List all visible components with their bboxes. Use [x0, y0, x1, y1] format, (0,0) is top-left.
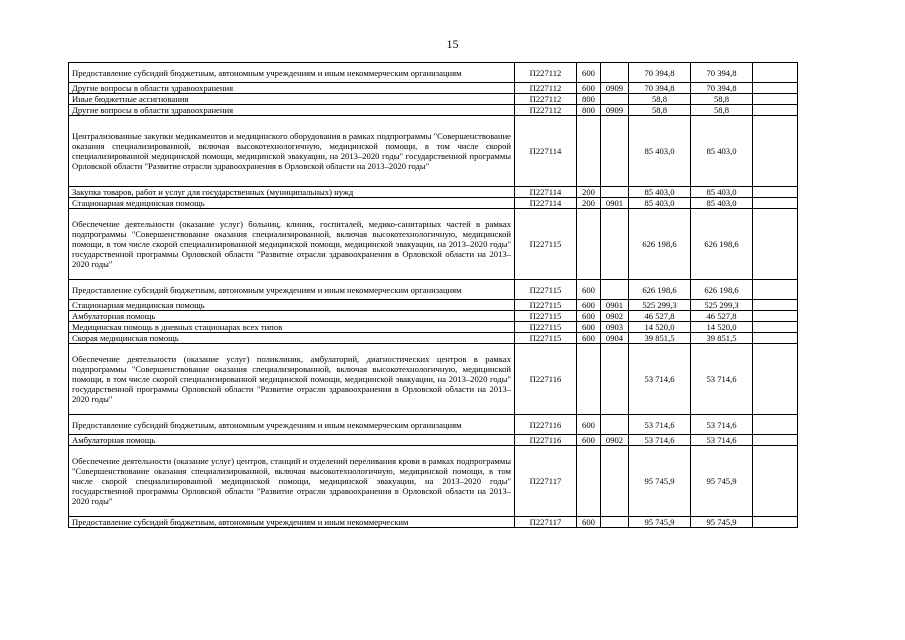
row-description: Другие вопросы в области здравоохранения: [69, 83, 515, 94]
row-amount-1: 39 851,5: [629, 333, 691, 344]
row-target-code: П227116: [515, 415, 577, 435]
row-target-code: П227112: [515, 94, 577, 105]
row-amount-1: 58,8: [629, 94, 691, 105]
row-section-code: [601, 280, 629, 300]
row-target-code: П227112: [515, 83, 577, 94]
row-expense-type: 600: [577, 517, 601, 528]
row-amount-1: 626 198,6: [629, 209, 691, 280]
row-target-code: П227115: [515, 209, 577, 280]
table-row: [69, 517, 798, 528]
row-target-code: П227117: [515, 517, 577, 528]
row-expense-type: 600: [577, 333, 601, 344]
table-row: [69, 322, 798, 333]
row-target-code: П227117: [515, 446, 577, 517]
row-amount-2: 85 403,0: [691, 116, 753, 187]
row-section-code: [601, 94, 629, 105]
row-description: Закупка товаров, работ и услуг для государственных (муниципальных) нужд: [69, 187, 515, 198]
row-amount-1: 53 714,6: [629, 435, 691, 446]
table-row: [69, 63, 798, 83]
row-expense-type: 200: [577, 187, 601, 198]
row-expense-type: 600: [577, 311, 601, 322]
row-description: Медицинская помощь в дневных стационарах всех типов: [69, 322, 515, 333]
row-amount-1: 53 714,6: [629, 344, 691, 415]
row-section-code: [601, 63, 629, 83]
table-row: [69, 300, 798, 311]
row-expense-type: 600: [577, 415, 601, 435]
row-description: Централизованные закупки медикаментов и медицинского оборудования в рамках подпрограммы "Совершенствование оказания специализированной, включая высокотехнологичную, медицинской помощи, в том числе скорой специализированной медицинской помощи, медицинской эвакуации, на 2013–2020 годы" государственной программы Орловской области "Развитие отрасли здравоохранения в Орловской области на 2013–2020 годы": [69, 116, 515, 187]
row-amount-1: 70 394,8: [629, 83, 691, 94]
row-amount-1: 58,8: [629, 105, 691, 116]
row-expense-type: 600: [577, 300, 601, 311]
row-target-code: П227115: [515, 280, 577, 300]
row-expense-type: [577, 344, 601, 415]
row-empty-cell: [753, 446, 798, 517]
row-section-code: [601, 344, 629, 415]
table-row: [69, 280, 798, 300]
row-target-code: П227115: [515, 311, 577, 322]
row-amount-1: 626 198,6: [629, 280, 691, 300]
row-expense-type: [577, 446, 601, 517]
row-amount-2: 70 394,8: [691, 83, 753, 94]
row-description: Иные бюджетные ассигнования: [69, 94, 515, 105]
row-section-code: 0903: [601, 322, 629, 333]
row-empty-cell: [753, 116, 798, 187]
row-empty-cell: [753, 333, 798, 344]
row-amount-1: 95 745,9: [629, 446, 691, 517]
row-target-code: П227114: [515, 198, 577, 209]
row-target-code: П227116: [515, 344, 577, 415]
row-amount-2: 525 299,3: [691, 300, 753, 311]
row-expense-type: 200: [577, 198, 601, 209]
row-amount-2: 95 745,9: [691, 517, 753, 528]
row-section-code: [601, 209, 629, 280]
table-row: [69, 198, 798, 209]
row-amount-1: 14 520,0: [629, 322, 691, 333]
row-amount-1: 53 714,6: [629, 415, 691, 435]
row-expense-type: 600: [577, 322, 601, 333]
row-description: Стационарная медицинская помощь: [69, 198, 515, 209]
row-expense-type: 600: [577, 83, 601, 94]
table-row: [69, 311, 798, 322]
page-number: 15: [446, 37, 459, 51]
row-empty-cell: [753, 322, 798, 333]
row-amount-1: 95 745,9: [629, 517, 691, 528]
row-target-code: П227112: [515, 105, 577, 116]
row-description: Предоставление субсидий бюджетным, автономным учреждениям и иным некоммерческим организациям: [69, 63, 515, 83]
row-expense-type: 800: [577, 94, 601, 105]
row-description: Обеспечение деятельности (оказание услуг) поликлиник, амбулаторий, диагностических центров в рамках подпрограммы "Совершенствование оказания специализированной, включая высокотехнологичную, медицинской помощи, в том числе скорой специализированной медицинской помощи, медицинской эвакуации, на 2013–2020 годы" государственной программы Орловской области "Развитие отрасли здравоохранения в Орловской области на 2013–2020 годы": [69, 344, 515, 415]
row-target-code: П227115: [515, 322, 577, 333]
row-description: Стационарная медицинская помощь: [69, 300, 515, 311]
row-expense-type: 600: [577, 280, 601, 300]
row-description: Другие вопросы в области здравоохранения: [69, 105, 515, 116]
row-empty-cell: [753, 63, 798, 83]
row-amount-2: 39 851,5: [691, 333, 753, 344]
table-row: [69, 435, 798, 446]
row-target-code: П227115: [515, 333, 577, 344]
row-amount-1: 46 527,8: [629, 311, 691, 322]
row-section-code: 0902: [601, 435, 629, 446]
row-target-code: П227114: [515, 116, 577, 187]
row-section-code: [601, 446, 629, 517]
table-row: [69, 446, 798, 517]
row-target-code: П227116: [515, 435, 577, 446]
row-amount-1: 70 394,8: [629, 63, 691, 83]
row-description: Предоставление субсидий бюджетным, автономным учреждениям и иным некоммерческим: [69, 517, 515, 528]
row-empty-cell: [753, 105, 798, 116]
row-description: Амбулаторная помощь: [69, 311, 515, 322]
row-empty-cell: [753, 415, 798, 435]
row-section-code: 0901: [601, 300, 629, 311]
row-amount-2: 14 520,0: [691, 322, 753, 333]
row-section-code: 0909: [601, 105, 629, 116]
table-row: [69, 333, 798, 344]
row-target-code: П227112: [515, 63, 577, 83]
row-amount-1: 85 403,0: [629, 198, 691, 209]
row-description: Предоставление субсидий бюджетным, автономным учреждениям и иным некоммерческим организациям: [69, 415, 515, 435]
row-amount-2: 95 745,9: [691, 446, 753, 517]
row-empty-cell: [753, 344, 798, 415]
row-amount-1: 85 403,0: [629, 116, 691, 187]
row-description: Предоставление субсидий бюджетным, автономным учреждениям и иным некоммерческим организациям: [69, 280, 515, 300]
table-row: [69, 94, 798, 105]
row-expense-type: 600: [577, 435, 601, 446]
row-amount-2: 85 403,0: [691, 198, 753, 209]
row-description: Обеспечение деятельности (оказание услуг) больниц, клиник, госпиталей, медико-санитарных частей в рамках подпрограммы "Совершенствование оказания специализированной, включая высокотехнологичную, медицинской помощи, в том числе скорой специализированной медицинской помощи, медицинской эвакуации, на 2013–2020 годы" государственной программы Орловской области "Развитие отрасли здравоохранения в Орловской области на 2013–2020 годы": [69, 209, 515, 280]
row-amount-2: 70 394,8: [691, 63, 753, 83]
row-empty-cell: [753, 94, 798, 105]
row-amount-2: 53 714,6: [691, 435, 753, 446]
row-empty-cell: [753, 187, 798, 198]
row-section-code: [601, 187, 629, 198]
row-amount-1: 85 403,0: [629, 187, 691, 198]
row-empty-cell: [753, 209, 798, 280]
row-amount-2: 53 714,6: [691, 415, 753, 435]
row-amount-2: 46 527,8: [691, 311, 753, 322]
row-expense-type: 600: [577, 63, 601, 83]
row-section-code: [601, 116, 629, 187]
row-description: Обеспечение деятельности (оказание услуг) центров, станций и отделений переливания крови в рамках подпрограммы "Совершенствование оказания специализированной, включая высокотехнологичную, медицинской помощи, в том числе скорой специализированной медицинской помощи, медицинской эвакуации, на 2013–2020 годы" государственной программы Орловской области "Развитие отрасли здравоохранения в Орловской области на 2013–2020 годы": [69, 446, 515, 517]
table-row: [69, 209, 798, 280]
row-description: Амбулаторная помощь: [69, 435, 515, 446]
row-empty-cell: [753, 198, 798, 209]
row-target-code: П227114: [515, 187, 577, 198]
table-row: [69, 344, 798, 415]
row-description: Скорая медицинская помощь: [69, 333, 515, 344]
row-section-code: 0904: [601, 333, 629, 344]
row-section-code: 0901: [601, 198, 629, 209]
table-row: [69, 187, 798, 198]
row-amount-2: 85 403,0: [691, 187, 753, 198]
table-row: [69, 105, 798, 116]
row-section-code: 0909: [601, 83, 629, 94]
row-expense-type: 800: [577, 105, 601, 116]
row-amount-2: 626 198,6: [691, 209, 753, 280]
table-row: [69, 83, 798, 94]
row-empty-cell: [753, 280, 798, 300]
table-row: [69, 116, 798, 187]
row-target-code: П227115: [515, 300, 577, 311]
row-empty-cell: [753, 83, 798, 94]
row-section-code: [601, 415, 629, 435]
row-amount-1: 525 299,3: [629, 300, 691, 311]
row-empty-cell: [753, 311, 798, 322]
budget-table: [68, 62, 798, 528]
row-expense-type: [577, 116, 601, 187]
row-empty-cell: [753, 517, 798, 528]
row-section-code: [601, 517, 629, 528]
row-amount-2: 58,8: [691, 105, 753, 116]
row-empty-cell: [753, 300, 798, 311]
row-empty-cell: [753, 435, 798, 446]
row-section-code: 0902: [601, 311, 629, 322]
table-row: [69, 415, 798, 435]
row-amount-2: 53 714,6: [691, 344, 753, 415]
row-amount-2: 58,8: [691, 94, 753, 105]
row-amount-2: 626 198,6: [691, 280, 753, 300]
row-expense-type: [577, 209, 601, 280]
